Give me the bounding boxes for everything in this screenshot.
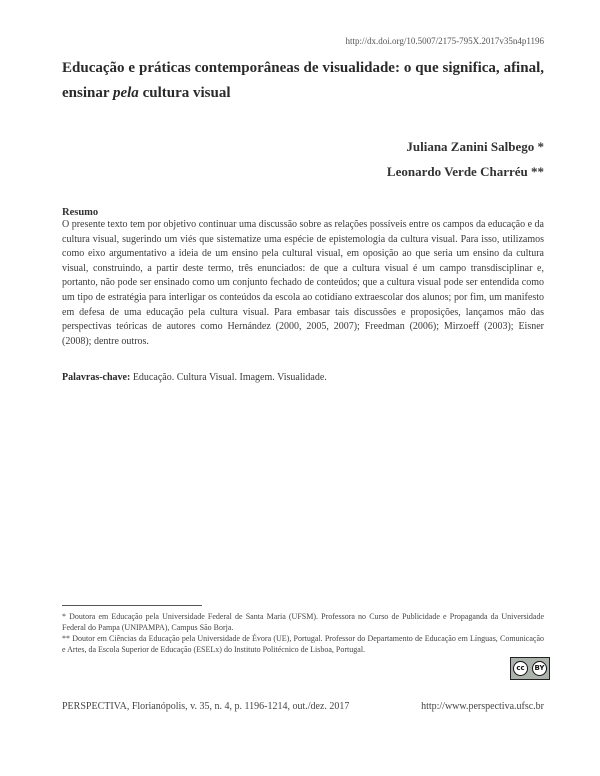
keywords [62, 372, 544, 383]
footer-url[interactable]: http://www.perspectiva.ufsc.br [421, 701, 544, 712]
footer-citation: PERSPECTIVA, Florianópolis, v. 35, n. 4, p. 1196-1214, out./dez. 2017 [62, 701, 350, 712]
author-2: Leonardo Verde Charréu ** [386, 164, 544, 179]
title-part-2: cultura visual [138, 85, 231, 101]
article-title [62, 56, 544, 106]
creative-commons-icon: cc [513, 661, 528, 676]
keywords-text: Educação. Cultura Visual. Imagem. Visualidade. [130, 372, 327, 383]
author-list [387, 134, 544, 184]
abstract-heading: Resumo [62, 207, 99, 218]
footnote-2: ** Doutor em Ciências da Educação pela Universidade de Évora (UE), Portugal. Professor do Departamento de Educação em Línguas, Comunicação e Artes, da Escola Superior de Educação (ESELx) do Instituto Politécnico de Lisboa, Portugal. [62, 634, 544, 654]
attribution-icon: BY [532, 661, 547, 676]
keywords-label: Palavras-chave: [62, 372, 131, 383]
abstract-text: O presente texto tem por objetivo continuar uma discussão sobre as relações possíveis entre os campos da educação e da cultura visual, sugerindo um viés que sistematize uma espécie de epistemologia da cultura visual. Para isso, utilizamos como eixo argumentativo a ideia de um ensino pela cultural visual, em oposição ao que seria um ensino da cultura visual, construindo, a partir deste termo, três enunciados: de que a cultura visual é um campo transdisciplinar e, portanto, não pode ser ensinado como um conjunto fechado de conteúdos; que a cultura visual pode ser entendida como um tipo de estratégia para interligar os conteúdos da escola ao cotidiano extraescolar dos alunos; por fim, um manifesto em defesa de uma educação pela cultura visual. Para embasar tais discussões e proposições, lançamos mão das perspectivas teóricas de autores como Hernández (2000, 2005, 2007); Freedman (2006); Mirzoeff (2003); Eisner (2008); dentre outros. [62, 219, 544, 347]
cc-license-badge[interactable] [510, 657, 550, 680]
doi-link[interactable]: http://dx.doi.org/10.5007/2175-795X.2017v35n4p1196 [345, 36, 544, 46]
title-part-1: Educação e práticas contemporâneas de visualidade: o que significa, afinal, ensinar [62, 60, 544, 101]
footnote-divider [62, 605, 202, 606]
author-1: Juliana Zanini Salbego * [406, 139, 544, 154]
footnote-1: * Doutora em Educação pela Universidade Federal de Santa Maria (UFSM). Professora no Curso de Publicidade e Propaganda da Universidade Federal do Pampa (UNIPAMPA), Campus São Borja. [62, 612, 544, 632]
title-emphasis: pela [112, 85, 139, 101]
page-footer [62, 701, 544, 712]
